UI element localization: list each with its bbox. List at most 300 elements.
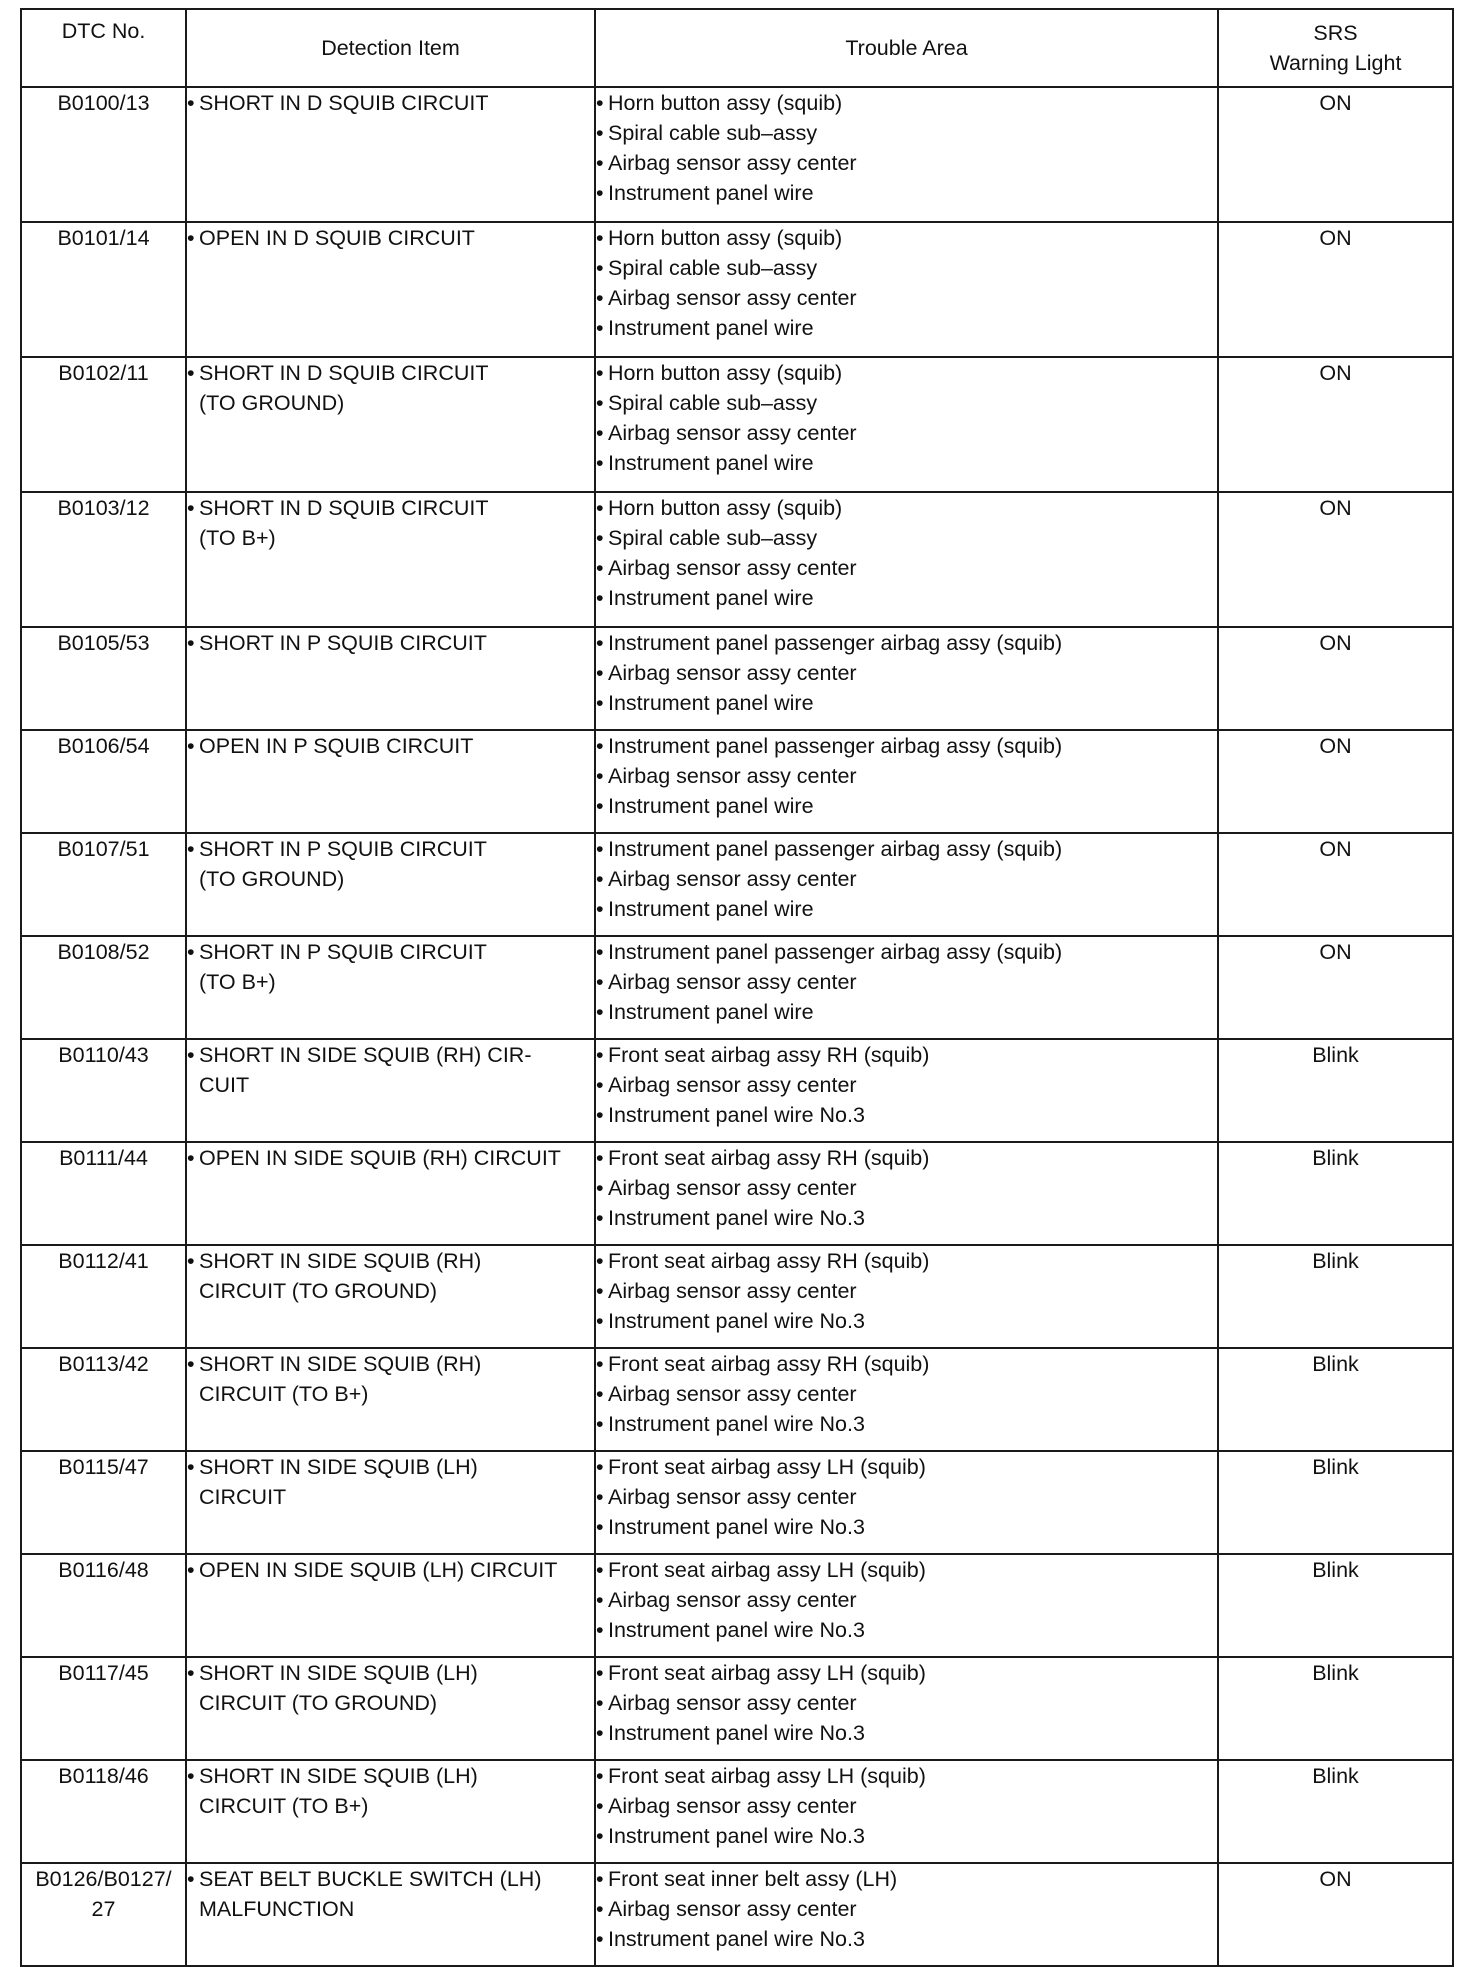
trouble-area-text: Front seat inner belt assy (LH) [608, 1867, 898, 1891]
detection-line [187, 223, 594, 253]
trouble-area-cell [595, 87, 1218, 222]
detection-line [187, 1379, 594, 1409]
table-row [21, 87, 1453, 222]
detection-line [187, 1761, 594, 1791]
trouble-area-item [596, 553, 1217, 583]
dtc-number: B0113/42 [58, 1352, 149, 1376]
bullet-mark: • [596, 556, 604, 580]
trouble-area-text: Airbag sensor assy center [608, 970, 857, 994]
detection-item-cell [186, 87, 595, 222]
detection-item-cell [186, 1863, 595, 1966]
header-srs-line2: Warning Light [1269, 51, 1402, 75]
trouble-area-item [596, 1512, 1217, 1542]
dtc-number-cell [21, 627, 186, 730]
detection-item-cell [186, 1451, 595, 1554]
detection-line [187, 1555, 594, 1585]
table-row [21, 1451, 1453, 1554]
bullet-mark: • [596, 151, 604, 175]
dtc-number: B0111/44 [59, 1146, 148, 1170]
detection-text: SHORT IN SIDE SQUIB (RH) [199, 1352, 482, 1376]
dtc-number: B0106/54 [57, 734, 150, 758]
srs-warning-light-value: ON [1218, 1863, 1453, 1966]
trouble-area-text: Instrument panel wire [608, 1000, 814, 1024]
trouble-area-item [596, 1791, 1217, 1821]
trouble-area-text: Airbag sensor assy center [608, 1279, 857, 1303]
table-row [21, 936, 1453, 1039]
trouble-area-item [596, 313, 1217, 343]
bullet-mark: • [187, 1352, 195, 1376]
trouble-area-text: Instrument panel wire [608, 316, 814, 340]
trouble-area-text: Airbag sensor assy center [608, 421, 857, 445]
bullet-mark: • [596, 1043, 604, 1067]
trouble-area-text: Instrument panel passenger airbag assy (squib) [608, 734, 1063, 758]
trouble-area-text: Front seat airbag assy RH (squib) [608, 1249, 930, 1273]
bullet-mark: • [596, 1382, 604, 1406]
detection-item-cell [186, 1348, 595, 1451]
detection-text: SHORT IN SIDE SQUIB (LH) [199, 1764, 478, 1788]
trouble-area-item [596, 1173, 1217, 1203]
detection-line [187, 1482, 594, 1512]
dtc-number-cell [21, 730, 186, 833]
detection-line [187, 864, 594, 894]
dtc-number-cell [21, 222, 186, 357]
bullet-mark: • [596, 316, 604, 340]
header-srs-line1: SRS [1313, 21, 1358, 45]
trouble-area-text: Airbag sensor assy center [608, 1588, 857, 1612]
bullet-mark: • [596, 837, 604, 861]
trouble-area-item [596, 583, 1217, 613]
trouble-area-text: Airbag sensor assy center [608, 1485, 857, 1509]
bullet-mark: • [596, 1661, 604, 1685]
trouble-area-text: Instrument panel passenger airbag assy (squib) [608, 631, 1063, 655]
trouble-area-item [596, 118, 1217, 148]
detection-text: SHORT IN SIDE SQUIB (RH) CIR- [199, 1043, 532, 1067]
bullet-mark: • [596, 586, 604, 610]
bullet-mark: • [596, 1073, 604, 1097]
detection-line [187, 1791, 594, 1821]
trouble-area-item [596, 658, 1217, 688]
dtc-number-cell [21, 1760, 186, 1863]
bullet-mark: • [187, 837, 195, 861]
trouble-area-text: Spiral cable sub–assy [608, 256, 818, 280]
dtc-number: B0126/B0127/ [35, 1867, 172, 1891]
trouble-area-cell [595, 1760, 1218, 1863]
trouble-area-item [596, 253, 1217, 283]
trouble-area-text: Airbag sensor assy center [608, 661, 857, 685]
trouble-area-item [596, 1100, 1217, 1130]
detection-line [187, 628, 594, 658]
bullet-mark: • [596, 1412, 604, 1436]
bullet-mark: • [596, 661, 604, 685]
trouble-area-item [596, 688, 1217, 718]
bullet-mark: • [596, 391, 604, 415]
srs-warning-light-value: Blink [1218, 1760, 1453, 1863]
trouble-area-text: Horn button assy (squib) [608, 361, 843, 385]
bullet-mark: • [596, 1794, 604, 1818]
bullet-mark: • [187, 496, 195, 520]
bullet-mark: • [596, 867, 604, 891]
bullet-mark: • [187, 1764, 195, 1788]
dtc-number: B0108/52 [57, 940, 150, 964]
trouble-area-text: Airbag sensor assy center [608, 867, 857, 891]
bullet-mark: • [596, 970, 604, 994]
srs-warning-light-value: Blink [1218, 1451, 1453, 1554]
detection-text: (TO GROUND) [199, 867, 345, 891]
detection-text: SHORT IN SIDE SQUIB (LH) [199, 1661, 478, 1685]
dtc-number: 27 [91, 1897, 116, 1921]
trouble-area-cell [595, 936, 1218, 1039]
detection-item-cell [186, 1039, 595, 1142]
trouble-area-item [596, 148, 1217, 178]
bullet-mark: • [596, 181, 604, 205]
detection-line [187, 1864, 594, 1894]
detection-line [187, 1246, 594, 1276]
trouble-area-item [596, 761, 1217, 791]
bullet-mark: • [596, 226, 604, 250]
trouble-area-text: Instrument panel wire No.3 [608, 1309, 865, 1333]
detection-item-cell [186, 1142, 595, 1245]
table-row [21, 1657, 1453, 1760]
detection-text: SHORT IN P SQUIB CIRCUIT [199, 631, 487, 655]
trouble-area-text: Horn button assy (squib) [608, 91, 843, 115]
trouble-area-cell [595, 1554, 1218, 1657]
bullet-mark: • [596, 1764, 604, 1788]
trouble-area-text: Instrument panel wire No.3 [608, 1824, 865, 1848]
detection-line [187, 967, 594, 997]
detection-text: MALFUNCTION [199, 1897, 355, 1921]
bullet-mark: • [187, 1043, 195, 1067]
dtc-table [20, 8, 1454, 1967]
dtc-number: B0115/47 [58, 1455, 149, 1479]
srs-warning-light-value: Blink [1218, 1039, 1453, 1142]
bullet-mark: • [187, 226, 195, 250]
detection-text: CIRCUIT (TO B+) [199, 1794, 369, 1818]
detection-line [187, 1894, 594, 1924]
trouble-area-text: Airbag sensor assy center [608, 1897, 857, 1921]
detection-text: SHORT IN P SQUIB CIRCUIT [199, 837, 487, 861]
trouble-area-cell [595, 492, 1218, 627]
dtc-number-cell [21, 936, 186, 1039]
trouble-area-item [596, 493, 1217, 523]
dtc-number-cell [21, 1554, 186, 1657]
trouble-area-item [596, 1555, 1217, 1585]
detection-text: CIRCUIT (TO GROUND) [199, 1691, 438, 1715]
bullet-mark: • [596, 1249, 604, 1273]
trouble-area-text: Instrument panel wire No.3 [608, 1618, 865, 1642]
trouble-area-item [596, 523, 1217, 553]
table-body [21, 87, 1453, 1966]
bullet-mark: • [187, 734, 195, 758]
trouble-area-text: Spiral cable sub–assy [608, 391, 818, 415]
trouble-area-cell [595, 1245, 1218, 1348]
bullet-mark: • [596, 1824, 604, 1848]
detection-text: SHORT IN P SQUIB CIRCUIT [199, 940, 487, 964]
trouble-area-text: Spiral cable sub–assy [608, 526, 818, 550]
bullet-mark: • [596, 1103, 604, 1127]
detection-line [187, 1688, 594, 1718]
trouble-area-text: Instrument panel wire [608, 691, 814, 715]
dtc-number-cell [21, 833, 186, 936]
detection-item-cell [186, 627, 595, 730]
dtc-number: B0110/43 [58, 1043, 149, 1067]
trouble-area-text: Front seat airbag assy RH (squib) [608, 1352, 930, 1376]
trouble-area-text: Airbag sensor assy center [608, 764, 857, 788]
trouble-area-text: Instrument panel wire No.3 [608, 1721, 865, 1745]
dtc-number: B0100/13 [57, 91, 150, 115]
trouble-area-text: Front seat airbag assy LH (squib) [608, 1661, 926, 1685]
srs-warning-light-value: ON [1218, 730, 1453, 833]
trouble-area-text: Instrument panel wire No.3 [608, 1412, 865, 1436]
trouble-area-item [596, 418, 1217, 448]
detection-item-cell [186, 492, 595, 627]
srs-warning-light-value: ON [1218, 936, 1453, 1039]
detection-line [187, 388, 594, 418]
bullet-mark: • [596, 897, 604, 921]
bullet-mark: • [596, 451, 604, 475]
dtc-number-cell [21, 1863, 186, 1966]
detection-text: SHORT IN SIDE SQUIB (LH) [199, 1455, 478, 1479]
trouble-area-cell [595, 833, 1218, 936]
dtc-number: B0116/48 [58, 1558, 149, 1582]
bullet-mark: • [596, 526, 604, 550]
bullet-mark: • [596, 794, 604, 818]
srs-warning-light-value: Blink [1218, 1245, 1453, 1348]
detection-text: (TO B+) [199, 526, 276, 550]
trouble-area-text: Front seat airbag assy LH (squib) [608, 1455, 926, 1479]
bullet-mark: • [596, 1867, 604, 1891]
dtc-number-cell [21, 1348, 186, 1451]
dtc-number-cell [21, 1657, 186, 1760]
trouble-area-item [596, 1924, 1217, 1954]
detection-line [187, 1070, 594, 1100]
bullet-mark: • [596, 1721, 604, 1745]
srs-warning-light-value: Blink [1218, 1142, 1453, 1245]
trouble-area-cell [595, 1863, 1218, 1966]
detection-text: CIRCUIT (TO B+) [199, 1382, 369, 1406]
table-row [21, 357, 1453, 492]
detection-line [187, 1658, 594, 1688]
srs-warning-light-value: ON [1218, 87, 1453, 222]
detection-line [187, 731, 594, 761]
bullet-mark: • [596, 91, 604, 115]
trouble-area-item [596, 1821, 1217, 1851]
trouble-area-text: Instrument panel wire No.3 [608, 1206, 865, 1230]
trouble-area-item [596, 1864, 1217, 1894]
dtc-number-cell [21, 357, 186, 492]
detection-text: (TO GROUND) [199, 391, 345, 415]
dtc-number-cell [21, 1451, 186, 1554]
trouble-area-text: Spiral cable sub–assy [608, 121, 818, 145]
trouble-area-item [596, 1143, 1217, 1173]
bullet-mark: • [187, 940, 195, 964]
bullet-mark: • [596, 1897, 604, 1921]
trouble-area-cell [595, 627, 1218, 730]
trouble-area-cell [595, 1039, 1218, 1142]
table-row [21, 1348, 1453, 1451]
trouble-area-text: Airbag sensor assy center [608, 286, 857, 310]
bullet-mark: • [596, 1146, 604, 1170]
detection-text: CIRCUIT [199, 1485, 287, 1509]
detection-item-cell [186, 936, 595, 1039]
detection-text: SHORT IN SIDE SQUIB (RH) [199, 1249, 482, 1273]
bullet-mark: • [187, 631, 195, 655]
trouble-area-cell [595, 730, 1218, 833]
trouble-area-item [596, 967, 1217, 997]
detection-line [187, 834, 594, 864]
bullet-mark: • [596, 1618, 604, 1642]
trouble-area-item [596, 388, 1217, 418]
trouble-area-item [596, 1276, 1217, 1306]
trouble-area-text: Airbag sensor assy center [608, 1794, 857, 1818]
trouble-area-item [596, 178, 1217, 208]
trouble-area-item [596, 223, 1217, 253]
bullet-mark: • [596, 1455, 604, 1479]
table-row [21, 492, 1453, 627]
bullet-mark: • [596, 256, 604, 280]
detection-text: SHORT IN D SQUIB CIRCUIT [199, 496, 489, 520]
detection-text: (TO B+) [199, 970, 276, 994]
trouble-area-text: Airbag sensor assy center [608, 1073, 857, 1097]
detection-line [187, 88, 594, 118]
trouble-area-text: Airbag sensor assy center [608, 1691, 857, 1715]
trouble-area-text: Front seat airbag assy LH (squib) [608, 1558, 926, 1582]
detection-line [187, 523, 594, 553]
trouble-area-item [596, 1688, 1217, 1718]
srs-warning-light-value: Blink [1218, 1554, 1453, 1657]
trouble-area-item [596, 791, 1217, 821]
detection-item-cell [186, 357, 595, 492]
trouble-area-item [596, 1894, 1217, 1924]
trouble-area-text: Airbag sensor assy center [608, 1382, 857, 1406]
trouble-area-text: Instrument panel wire No.3 [608, 1515, 865, 1539]
dtc-number: B0118/46 [58, 1764, 149, 1788]
dtc-number-cell [21, 87, 186, 222]
trouble-area-text: Airbag sensor assy center [608, 151, 857, 175]
bullet-mark: • [596, 940, 604, 964]
header-srs-warning-light [1218, 9, 1453, 87]
srs-warning-light-value: ON [1218, 833, 1453, 936]
table-row [21, 1863, 1453, 1966]
dtc-number: B0102/11 [58, 361, 149, 385]
detection-text: CIRCUIT (TO GROUND) [199, 1279, 438, 1303]
dtc-number-cell [21, 1142, 186, 1245]
trouble-area-item [596, 1379, 1217, 1409]
trouble-area-item [596, 448, 1217, 478]
dtc-number: B0105/53 [57, 631, 150, 655]
trouble-area-item [596, 1349, 1217, 1379]
table-row [21, 1554, 1453, 1657]
trouble-area-item [596, 1246, 1217, 1276]
trouble-area-item [596, 894, 1217, 924]
bullet-mark: • [187, 1455, 195, 1479]
srs-warning-light-value: ON [1218, 492, 1453, 627]
trouble-area-text: Front seat airbag assy LH (squib) [608, 1764, 926, 1788]
bullet-mark: • [596, 1309, 604, 1333]
trouble-area-text: Instrument panel wire [608, 451, 814, 475]
table-row [21, 627, 1453, 730]
detection-text: SEAT BELT BUCKLE SWITCH (LH) [199, 1867, 542, 1891]
trouble-area-cell [595, 1348, 1218, 1451]
trouble-area-item [596, 1615, 1217, 1645]
trouble-area-item [596, 1203, 1217, 1233]
bullet-mark: • [187, 1661, 195, 1685]
detection-text: SHORT IN D SQUIB CIRCUIT [199, 91, 489, 115]
bullet-mark: • [596, 286, 604, 310]
detection-text: OPEN IN D SQUIB CIRCUIT [199, 226, 475, 250]
detection-item-cell [186, 1554, 595, 1657]
trouble-area-item [596, 731, 1217, 761]
detection-item-cell [186, 222, 595, 357]
detection-item-cell [186, 730, 595, 833]
detection-item-cell [186, 1245, 595, 1348]
detection-line [187, 1276, 594, 1306]
bullet-mark: • [596, 1691, 604, 1715]
bullet-mark: • [187, 1249, 195, 1273]
trouble-area-item [596, 88, 1217, 118]
header-dtc-no: DTC No. [21, 9, 186, 87]
srs-warning-light-value: ON [1218, 357, 1453, 492]
trouble-area-text: Instrument panel wire [608, 794, 814, 818]
dtc-number: B0101/14 [57, 226, 150, 250]
dtc-number: B0117/45 [58, 1661, 149, 1685]
bullet-mark: • [596, 1352, 604, 1376]
bullet-mark: • [187, 91, 195, 115]
bullet-mark: • [596, 1000, 604, 1024]
dtc-number: B0103/12 [57, 496, 150, 520]
trouble-area-text: Instrument panel passenger airbag assy (squib) [608, 837, 1063, 861]
trouble-area-cell [595, 1657, 1218, 1760]
header-row [21, 9, 1453, 87]
bullet-mark: • [187, 1146, 195, 1170]
trouble-area-text: Instrument panel wire [608, 897, 814, 921]
bullet-mark: • [596, 1176, 604, 1200]
bullet-mark: • [596, 631, 604, 655]
table-row [21, 833, 1453, 936]
detection-line [187, 1143, 594, 1173]
trouble-area-text: Airbag sensor assy center [608, 556, 857, 580]
table-row [21, 1245, 1453, 1348]
detection-text: CUIT [199, 1073, 250, 1097]
trouble-area-item [596, 283, 1217, 313]
detection-text: OPEN IN SIDE SQUIB (RH) CIRCUIT [199, 1146, 561, 1170]
trouble-area-text: Horn button assy (squib) [608, 496, 843, 520]
trouble-area-item [596, 1585, 1217, 1615]
trouble-area-cell [595, 222, 1218, 357]
trouble-area-item [596, 834, 1217, 864]
detection-line [187, 1452, 594, 1482]
trouble-area-text: Instrument panel wire [608, 181, 814, 205]
srs-warning-light-value: Blink [1218, 1348, 1453, 1451]
bullet-mark: • [187, 1558, 195, 1582]
header-trouble-area: Trouble Area [595, 9, 1218, 87]
dtc-number-cell [21, 1039, 186, 1142]
table-row [21, 222, 1453, 357]
bullet-mark: • [596, 361, 604, 385]
trouble-area-text: Instrument panel wire No.3 [608, 1927, 865, 1951]
detection-item-cell [186, 1760, 595, 1863]
bullet-mark: • [187, 1867, 195, 1891]
srs-warning-light-value: ON [1218, 222, 1453, 357]
bullet-mark: • [596, 1588, 604, 1612]
detection-text: OPEN IN P SQUIB CIRCUIT [199, 734, 474, 758]
detection-item-cell [186, 1657, 595, 1760]
detection-line [187, 358, 594, 388]
detection-item-cell [186, 833, 595, 936]
trouble-area-text: Front seat airbag assy RH (squib) [608, 1043, 930, 1067]
trouble-area-item [596, 1040, 1217, 1070]
srs-warning-light-value: Blink [1218, 1657, 1453, 1760]
trouble-area-item [596, 997, 1217, 1027]
